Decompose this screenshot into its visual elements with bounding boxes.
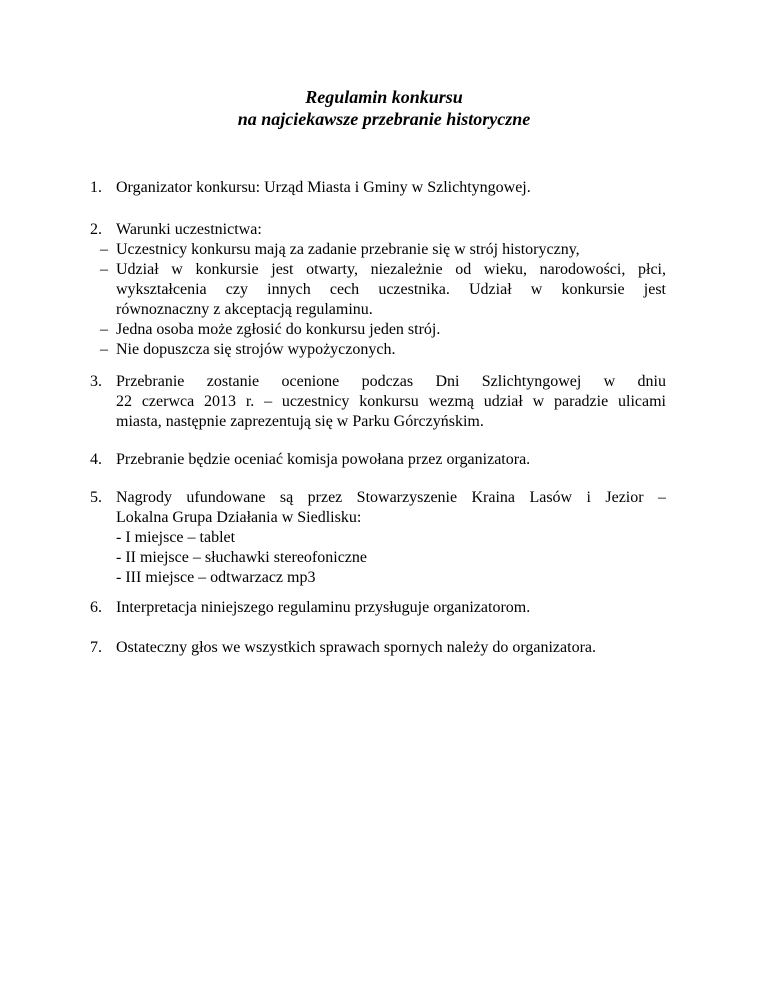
- rule-item-2: [90, 220, 666, 360]
- rule-item-3: [90, 372, 666, 432]
- dash-marker: –: [100, 321, 108, 338]
- document-title: Regulamin konkursu: [305, 87, 463, 107]
- item-text: Przebranie będzie oceniać komisja powołana przez organizatora.: [116, 451, 531, 468]
- document-subtitle: na najciekawsze przebranie historyczne: [237, 109, 531, 129]
- item-text: miasta, następnie zaprezentują się w Parku Górczyńskim.: [116, 413, 484, 430]
- item-number: 6.: [90, 599, 102, 616]
- dash-marker: –: [100, 261, 108, 278]
- item-text: Przebranie zostanie ocenione podczas Dni Szlichtyngowej w dniu: [116, 373, 666, 390]
- item-text: Nagrody ufundowane są przez Stowarzyszenie Kraina Lasów i Jezior –: [116, 489, 666, 506]
- prize-first: - I miejsce – tablet: [116, 529, 236, 546]
- prize-third: - III miejsce – odtwarzacz mp3: [116, 569, 316, 586]
- item-number: 2.: [90, 221, 102, 238]
- condition-bullet: [100, 260, 666, 280]
- condition-bullet: [100, 240, 666, 260]
- rule-item-6: [90, 598, 666, 618]
- item-text: 22 czerwca 2013 r. – uczestnicy konkursu wezmą udział w paradzie ulicami: [116, 393, 666, 410]
- item-heading: Warunki uczestnictwa:: [116, 221, 262, 238]
- rule-item-7: [90, 638, 666, 658]
- bullet-text: Uczestnicy konkursu mają za zadanie przebranie się w strój historyczny,: [116, 241, 580, 258]
- item-number: 4.: [90, 451, 102, 468]
- rule-item-4: [90, 450, 666, 470]
- item-number: 3.: [90, 373, 102, 390]
- bullet-text: Jedna osoba może zgłosić do konkursu jeden strój.: [116, 321, 441, 338]
- bullet-text-continued: wykształcenia czy innych cech uczestnika. Udział w konkursie jest: [116, 281, 666, 298]
- item-number: 7.: [90, 639, 102, 656]
- prize-second: - II miejsce – słuchawki stereofoniczne: [116, 549, 368, 566]
- bullet-text: Nie dopuszcza się strojów wypożyczonych.: [116, 341, 396, 358]
- condition-bullet: [100, 320, 666, 340]
- item-text: Ostateczny głos we wszystkich sprawach spornych należy do organizatora.: [116, 639, 596, 656]
- item-number: 1.: [90, 179, 102, 196]
- item-text: Organizator konkursu: Urząd Miasta i Gminy w Szlichtyngowej.: [116, 179, 531, 196]
- bullet-text-continued: równoznaczny z akceptacją regulaminu.: [116, 301, 373, 318]
- dash-marker: –: [100, 241, 108, 258]
- rule-item-1: [90, 178, 666, 198]
- dash-marker: –: [100, 341, 108, 358]
- condition-bullet: [100, 340, 666, 360]
- item-number: 5.: [90, 489, 102, 506]
- item-text: Lokalna Grupa Działania w Siedlisku:: [116, 509, 362, 526]
- bullet-text: Udział w konkursie jest otwarty, niezależnie od wieku, narodowości, płci,: [116, 261, 666, 278]
- rule-item-5: [90, 488, 666, 588]
- item-text: Interpretacja niniejszego regulaminu przysługuje organizatorom.: [116, 599, 531, 616]
